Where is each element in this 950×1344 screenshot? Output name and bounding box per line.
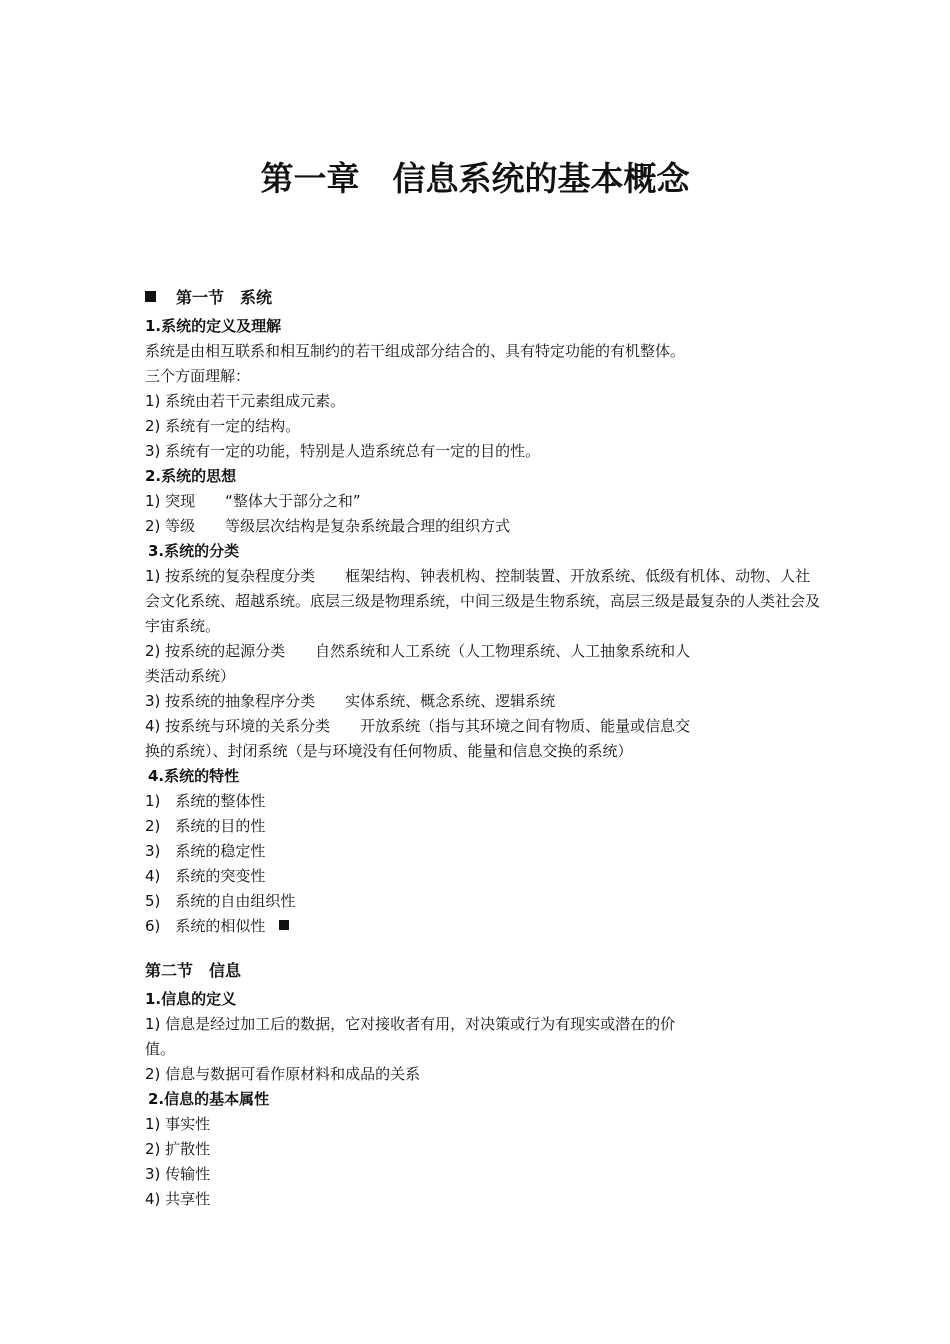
list-item: 3) 系统有一定的功能，特别是人造系统总有一定的目的性。 bbox=[145, 442, 541, 460]
subheading-thinking: 2.系统的思想 bbox=[145, 467, 237, 485]
list-item: 2) 系统的目的性 bbox=[145, 817, 266, 835]
document-title: 第一章 信息系统的基本概念 bbox=[260, 159, 690, 198]
list-item: 2) 信息与数据可看作原材料和成品的关系 bbox=[145, 1065, 421, 1083]
list-item-last bbox=[145, 914, 825, 939]
list-item-continuation: 换的系统）、封闭系统（是与环境没有任何物质、能量和信息交换的系统） bbox=[145, 742, 633, 760]
list-item: 4) 共享性 bbox=[145, 1190, 211, 1208]
document-body bbox=[145, 284, 825, 1212]
subheading-classification: 3.系统的分类 bbox=[148, 542, 240, 560]
paragraph: 系统是由相互联系和相互制约的若干组成部分结合的、具有特定功能的有机整体。 bbox=[145, 342, 686, 360]
list-item: 2) 系统有一定的结构。 bbox=[145, 417, 301, 435]
paragraph: 1) 按系统的复杂程度分类 框架结构、钟表机构、控制装置、开放系统、低级有机体、动物、人社会文化系统、超越系统。底层三级是物理系统，中间三级是生物系统，高层三级是最复杂的人类社会及宇宙系统。 bbox=[145, 567, 821, 635]
subheading-characteristics: 4.系统的特性 bbox=[148, 767, 240, 785]
list-item: 5) 系统的自由组织性 bbox=[145, 892, 296, 910]
list-item: 1) 突现 “整体大于部分之和” bbox=[145, 492, 361, 510]
list-item: 2) 等级 等级层次结构是复杂系统最合理的组织方式 bbox=[145, 517, 511, 535]
subheading-info-attributes: 2.信息的基本属性 bbox=[148, 1090, 270, 1108]
list-item: 1) 事实性 bbox=[145, 1115, 211, 1133]
square-bullet-icon bbox=[145, 291, 156, 302]
list-item: 3) 按系统的抽象程序分类 实体系统、概念系统、逻辑系统 bbox=[145, 692, 556, 710]
spacer bbox=[145, 939, 825, 957]
list-item: 2) 按系统的起源分类 自然系统和人工系统（人工物理系统、人工抽象系统和人 bbox=[145, 642, 691, 660]
section-heading-text: 第一节 系统 bbox=[176, 288, 273, 307]
list-item: 2) 扩散性 bbox=[145, 1140, 211, 1158]
section-heading-system bbox=[145, 284, 825, 312]
list-item: 3) 系统的稳定性 bbox=[145, 842, 266, 860]
list-item: 1) 信息是经过加工后的数据，它对接收者有用，对决策或行为有现实或潜在的价 bbox=[145, 1015, 676, 1033]
list-item: 4) 按系统与环境的关系分类 开放系统（指与其环境之间有物质、能量或信息交 bbox=[145, 717, 691, 735]
list-item: 1) 系统由若干元素组成元素。 bbox=[145, 392, 346, 410]
section-heading-information: 第二节 信息 bbox=[145, 961, 242, 980]
list-item: 4) 系统的突变性 bbox=[145, 867, 266, 885]
list-item: 1) 系统的整体性 bbox=[145, 792, 266, 810]
square-end-mark-icon bbox=[279, 920, 289, 930]
subheading-info-definition: 1.信息的定义 bbox=[145, 990, 237, 1008]
list-item-continuation: 值。 bbox=[145, 1040, 176, 1058]
list-item-text: 6) 系统的相似性 bbox=[145, 917, 266, 935]
subheading-definition: 1.系统的定义及理解 bbox=[145, 317, 282, 335]
paragraph: 三个方面理解： bbox=[145, 367, 251, 385]
list-item-continuation: 类活动系统） bbox=[145, 667, 236, 685]
list-item: 3) 传输性 bbox=[145, 1165, 211, 1183]
